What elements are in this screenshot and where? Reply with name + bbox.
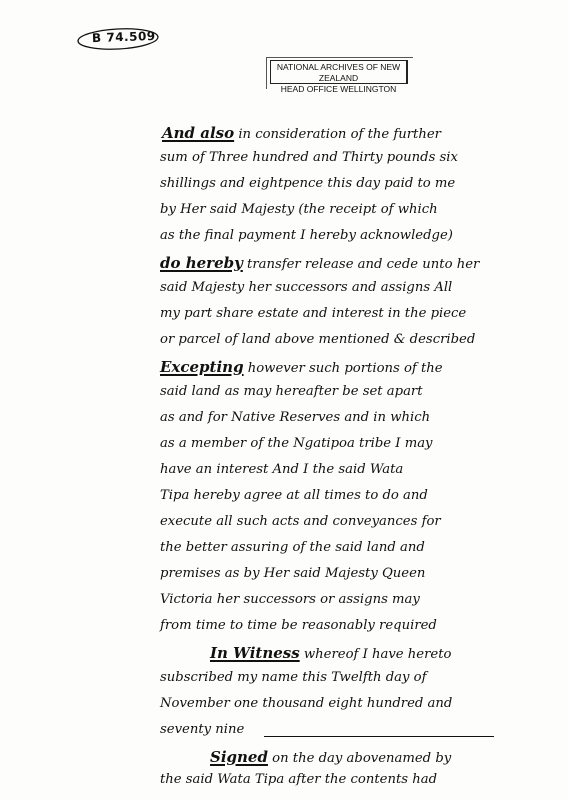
- text-line: [160, 696, 452, 711]
- line-text: by Her said Majesty (the receipt of which: [160, 202, 438, 217]
- text-line: [160, 254, 479, 272]
- text-line: [160, 722, 244, 737]
- text-line: [160, 332, 475, 347]
- line-text: or parcel of land above mentioned & described: [160, 332, 476, 347]
- line-lead: do hereby: [160, 254, 243, 272]
- text-line: [160, 462, 403, 477]
- text-line: [162, 124, 441, 142]
- text-line: [160, 566, 425, 581]
- line-text: Victoria her successors or assigns may: [160, 592, 420, 607]
- line-text: the better assuring of the said land and: [160, 540, 425, 555]
- text-line: [160, 514, 441, 529]
- line-text: Tipa hereby agree at all times to do and: [160, 488, 428, 503]
- line-text: sum of Three hundred and Thirty pounds six: [160, 150, 458, 165]
- line-text: said Majesty her successors and assigns All: [160, 280, 453, 295]
- line-text: seventy nine: [160, 722, 245, 737]
- line-text: subscribed my name this Twelfth day of: [160, 670, 427, 685]
- line-lead: Signed: [210, 748, 268, 766]
- line-text: on the day abovenamed by: [267, 751, 452, 766]
- line-text: execute all such acts and conveyances for: [160, 514, 441, 529]
- stamp-line-1: NATIONAL ARCHIVES OF NEW ZEALAND: [276, 62, 401, 83]
- line-text: shillings and eightpence this day paid to me: [160, 176, 456, 191]
- text-line: [160, 410, 430, 425]
- stamp-line-2: HEAD OFFICE WELLINGTON: [280, 84, 397, 94]
- text-line: [160, 176, 455, 191]
- line-text: as and for Native Reserves and in which: [160, 410, 431, 425]
- line-lead: And also: [162, 124, 235, 142]
- line-text: from time to time be reasonably required: [160, 618, 437, 633]
- line-text: as the final payment I hereby acknowledge): [160, 228, 453, 243]
- archive-stamp: [270, 60, 408, 94]
- fill-line: [264, 736, 494, 737]
- text-line: [160, 384, 423, 399]
- text-line: [160, 280, 452, 295]
- line-text: my part share estate and interest in the piece: [160, 306, 467, 321]
- text-line: [160, 306, 466, 321]
- text-line: [160, 488, 428, 503]
- text-line: [210, 748, 451, 766]
- line-text: in consideration of the further: [234, 127, 441, 142]
- line-text: said land as may hereafter be set apart: [160, 384, 423, 399]
- text-line: [160, 772, 437, 787]
- line-text: however such portions of the: [243, 361, 443, 376]
- text-line: [160, 592, 420, 607]
- line-text: premises as by Her said Majesty Queen: [160, 566, 426, 581]
- text-line: [160, 150, 458, 165]
- line-lead: In Witness: [210, 644, 300, 662]
- text-line: [160, 202, 438, 217]
- text-line: [160, 618, 437, 633]
- text-line: [160, 358, 443, 376]
- line-text: November one thousand eight hundred and: [160, 696, 453, 711]
- line-lead: Excepting: [160, 358, 244, 376]
- text-line: [160, 670, 427, 685]
- text-line: [160, 540, 425, 555]
- text-line: [210, 644, 451, 662]
- line-text: the said Wata Tipa after the contents had: [160, 772, 438, 787]
- text-line: [160, 436, 433, 451]
- line-text: transfer release and cede unto her: [242, 257, 480, 272]
- line-text: as a member of the Ngatipoa tribe I may: [160, 436, 433, 451]
- reference-number: B 74.509: [91, 28, 156, 46]
- text-line: [160, 228, 453, 243]
- line-text: whereof I have hereto: [299, 647, 452, 662]
- line-text: have an interest And I the said Wata: [160, 462, 404, 477]
